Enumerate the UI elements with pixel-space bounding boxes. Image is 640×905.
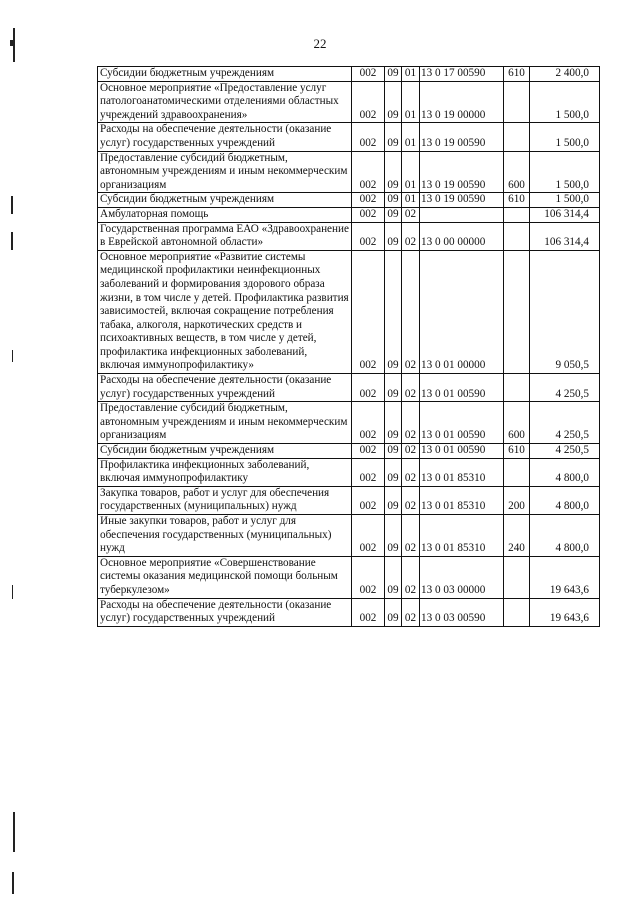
amount-cell: 1 500,0 <box>530 81 600 123</box>
target-article-cell: 13 0 01 85310 <box>420 458 504 486</box>
section-code-cell: 09 <box>385 151 402 193</box>
target-article-cell: 13 0 01 00590 <box>420 444 504 459</box>
subsection-code-cell: 01 <box>402 151 420 193</box>
target-article-cell: 13 0 00 00000 <box>420 222 504 250</box>
section-code-cell: 09 <box>385 444 402 459</box>
ministry-code-cell: 002 <box>352 151 385 193</box>
row-name-cell: Основное мероприятие «Предоставление услуг патологоанатомическими отделениями областных учреждений здравоохранения» <box>98 81 352 123</box>
subsection-code-cell: 02 <box>402 556 420 598</box>
scan-mark <box>13 812 15 852</box>
section-code-cell: 09 <box>385 458 402 486</box>
section-code-cell: 09 <box>385 556 402 598</box>
expense-kind-cell: 600 <box>504 151 530 193</box>
row-name-cell: Закупка товаров, работ и услуг для обеспечения государственных (муниципальных) нужд <box>98 486 352 514</box>
expense-kind-cell <box>504 598 530 626</box>
row-name-cell: Субсидии бюджетным учреждениям <box>98 67 352 82</box>
row-name-cell: Государственная программа ЕАО «Здравоохранение в Еврейской автономной области» <box>98 222 352 250</box>
section-code-cell: 09 <box>385 207 402 222</box>
target-article-cell: 13 0 01 85310 <box>420 486 504 514</box>
row-name-cell: Субсидии бюджетным учреждениям <box>98 193 352 208</box>
page-number: 22 <box>313 36 327 51</box>
subsection-code-cell: 02 <box>402 402 420 444</box>
table-row <box>98 458 600 486</box>
section-code-cell: 09 <box>385 515 402 557</box>
ministry-code-cell: 002 <box>352 598 385 626</box>
table-row <box>98 515 600 557</box>
row-name-cell: Субсидии бюджетным учреждениям <box>98 444 352 459</box>
amount-cell: 1 500,0 <box>530 123 600 151</box>
ministry-code-cell: 002 <box>352 222 385 250</box>
section-code-cell: 09 <box>385 486 402 514</box>
subsection-code-cell: 02 <box>402 374 420 402</box>
scan-mark <box>12 585 13 599</box>
ministry-code-cell: 002 <box>352 556 385 598</box>
row-name-cell: Амбулаторная помощь <box>98 207 352 222</box>
subsection-code-cell: 01 <box>402 81 420 123</box>
ministry-code-cell: 002 <box>352 458 385 486</box>
subsection-code-cell: 02 <box>402 444 420 459</box>
expense-kind-cell <box>504 207 530 222</box>
expense-kind-cell: 610 <box>504 193 530 208</box>
ministry-code-cell: 002 <box>352 515 385 557</box>
target-article-cell: 13 0 01 00590 <box>420 402 504 444</box>
ministry-code-cell: 002 <box>352 81 385 123</box>
amount-cell: 4 250,5 <box>530 402 600 444</box>
target-article-cell: 13 0 03 00590 <box>420 598 504 626</box>
subsection-code-cell: 02 <box>402 598 420 626</box>
row-name-cell: Предоставление субсидий бюджетным, автономным учреждениям и иным некоммерческим организациям <box>98 402 352 444</box>
subsection-code-cell: 02 <box>402 486 420 514</box>
amount-cell: 2 400,0 <box>530 67 600 82</box>
expense-kind-cell <box>504 81 530 123</box>
ministry-code-cell: 002 <box>352 207 385 222</box>
expense-kind-cell: 200 <box>504 486 530 514</box>
section-code-cell: 09 <box>385 81 402 123</box>
ministry-code-cell: 002 <box>352 374 385 402</box>
table-row <box>98 486 600 514</box>
amount-cell: 9 050,5 <box>530 250 600 373</box>
amount-cell: 4 250,5 <box>530 444 600 459</box>
row-name-cell: Профилактика инфекционных заболеваний, включая иммунопрофилактику <box>98 458 352 486</box>
ministry-code-cell: 002 <box>352 402 385 444</box>
expense-kind-cell: 610 <box>504 444 530 459</box>
amount-cell: 106 314,4 <box>530 207 600 222</box>
target-article-cell: 13 0 19 00590 <box>420 151 504 193</box>
section-code-cell: 09 <box>385 250 402 373</box>
subsection-code-cell: 01 <box>402 123 420 151</box>
table-row <box>98 598 600 626</box>
table-row <box>98 67 600 82</box>
subsection-code-cell: 02 <box>402 515 420 557</box>
subsection-code-cell: 01 <box>402 67 420 82</box>
section-code-cell: 09 <box>385 193 402 208</box>
amount-cell: 19 643,6 <box>530 556 600 598</box>
ministry-code-cell: 002 <box>352 193 385 208</box>
section-code-cell: 09 <box>385 402 402 444</box>
row-name-cell: Основное мероприятие «Совершенствование системы оказания медицинской помощи больным туберкулезом» <box>98 556 352 598</box>
row-name-cell: Расходы на обеспечение деятельности (оказание услуг) государственных учреждений <box>98 374 352 402</box>
table-row <box>98 207 600 222</box>
scan-mark <box>12 872 14 894</box>
table-row <box>98 151 600 193</box>
target-article-cell: 13 0 01 00000 <box>420 250 504 373</box>
amount-cell: 106 314,4 <box>530 222 600 250</box>
expense-kind-cell <box>504 123 530 151</box>
expense-kind-cell: 600 <box>504 402 530 444</box>
row-name-cell: Расходы на обеспечение деятельности (оказание услуг) государственных учреждений <box>98 123 352 151</box>
row-name-cell: Основное мероприятие «Развитие системы медицинской профилактики неинфекционных заболеваний и формирования здорового образа жизни, в том числе у детей. Профилактика развития зависимостей, включая сокращение потребления табака, алкоголя, наркотических средств и психоактивных веществ, в том числе у детей, профилактика инфекционных заболеваний, включая иммунопрофилактику» <box>98 250 352 373</box>
table-row <box>98 222 600 250</box>
ministry-code-cell: 002 <box>352 444 385 459</box>
subsection-code-cell: 02 <box>402 207 420 222</box>
target-article-cell: 13 0 01 00590 <box>420 374 504 402</box>
table-row <box>98 123 600 151</box>
section-code-cell: 09 <box>385 67 402 82</box>
section-code-cell: 09 <box>385 123 402 151</box>
amount-cell: 1 500,0 <box>530 193 600 208</box>
ministry-code-cell: 002 <box>352 123 385 151</box>
amount-cell: 4 800,0 <box>530 486 600 514</box>
ministry-code-cell: 002 <box>352 486 385 514</box>
target-article-cell: 13 0 19 00590 <box>420 123 504 151</box>
amount-cell: 4 800,0 <box>530 515 600 557</box>
target-article-cell <box>420 207 504 222</box>
row-name-cell: Иные закупки товаров, работ и услуг для обеспечения государственных (муниципальных) нужд <box>98 515 352 557</box>
target-article-cell: 13 0 03 00000 <box>420 556 504 598</box>
scan-mark <box>11 196 13 214</box>
budget-table <box>97 66 600 627</box>
amount-cell: 4 250,5 <box>530 374 600 402</box>
table-row <box>98 193 600 208</box>
section-code-cell: 09 <box>385 598 402 626</box>
section-code-cell: 09 <box>385 374 402 402</box>
table-row <box>98 444 600 459</box>
amount-cell: 1 500,0 <box>530 151 600 193</box>
target-article-cell: 13 0 19 00000 <box>420 81 504 123</box>
ministry-code-cell: 002 <box>352 250 385 373</box>
expense-kind-cell <box>504 222 530 250</box>
subsection-code-cell: 02 <box>402 250 420 373</box>
row-name-cell: Предоставление субсидий бюджетным, автономным учреждениям и иным некоммерческим организациям <box>98 151 352 193</box>
subsection-code-cell: 01 <box>402 193 420 208</box>
row-name-cell: Расходы на обеспечение деятельности (оказание услуг) государственных учреждений <box>98 598 352 626</box>
amount-cell: 4 800,0 <box>530 458 600 486</box>
expense-kind-cell <box>504 556 530 598</box>
scan-mark <box>11 232 13 250</box>
expense-kind-cell <box>504 458 530 486</box>
expense-kind-cell <box>504 374 530 402</box>
table-body <box>98 67 600 627</box>
target-article-cell: 13 0 19 00590 <box>420 193 504 208</box>
scan-mark <box>12 350 13 362</box>
target-article-cell: 13 0 01 85310 <box>420 515 504 557</box>
expense-kind-cell: 240 <box>504 515 530 557</box>
expense-kind-cell <box>504 250 530 373</box>
section-code-cell: 09 <box>385 222 402 250</box>
table-row <box>98 402 600 444</box>
ministry-code-cell: 002 <box>352 67 385 82</box>
table-row <box>98 250 600 373</box>
target-article-cell: 13 0 17 00590 <box>420 67 504 82</box>
table-row <box>98 374 600 402</box>
amount-cell: 19 643,6 <box>530 598 600 626</box>
subsection-code-cell: 02 <box>402 222 420 250</box>
subsection-code-cell: 02 <box>402 458 420 486</box>
table-row <box>98 556 600 598</box>
expense-kind-cell: 610 <box>504 67 530 82</box>
table-row <box>98 81 600 123</box>
